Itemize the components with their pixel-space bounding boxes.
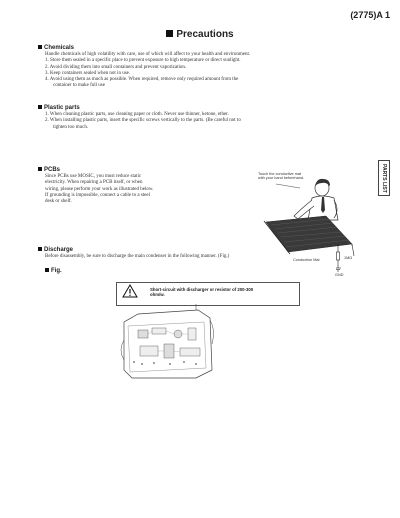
pcbs-heading-text: PCBs <box>44 167 61 173</box>
square-bullet-icon <box>38 247 42 251</box>
plastic-item-continued: tighten too much. <box>53 124 89 130</box>
plastic-body <box>45 112 375 131</box>
ground-label: GND <box>335 273 344 277</box>
resistor-label: 1MΩ <box>344 256 353 260</box>
fig-label <box>45 268 62 274</box>
square-bullet-icon <box>45 268 49 272</box>
title-bullet-icon <box>166 30 173 37</box>
plastic-item: 1. When cleaning plastic parts, use cleaning paper or cloth. Never use thinner, ketone, ether. <box>45 112 229 117</box>
square-bullet-icon <box>38 45 42 49</box>
chemicals-body <box>45 52 375 90</box>
chemicals-item-continued: container to make full use <box>53 83 105 89</box>
discharge-body: Before disassembly, be sure to discharge the main condenser in the following manner. (Fig.) <box>45 254 230 259</box>
chemicals-intro: Handle chemicals of high volatility with care, use of which will affect to your health and environment. <box>45 52 251 57</box>
discharge-heading-text: Discharge <box>44 247 74 253</box>
circuit-board-illustration <box>118 300 218 380</box>
pcbs-line: desk or shelf. <box>45 199 72 205</box>
page-title <box>0 29 400 40</box>
pcb-callout-line: with your hand beforehand. <box>258 176 305 180</box>
pcbs-line: If grounding is impossible, connect a cable to a steel <box>45 192 150 198</box>
warning-text <box>150 287 300 297</box>
pcb-callout-line: Touch the conductive mat <box>258 172 302 176</box>
pcbs-body <box>45 174 215 205</box>
page-number: (2775)A 1 <box>350 10 390 20</box>
discharge-heading <box>38 247 73 253</box>
mat-label: Conduction Mat <box>293 258 320 262</box>
fig-label-text: Fig. <box>51 268 62 274</box>
pcbs-line: Since PCBs use MOSIC, you must reduce static <box>45 174 142 179</box>
pcbs-heading <box>38 167 60 173</box>
chemicals-heading-text: Chemicals <box>44 45 75 51</box>
parts-list-tab-label: PARTS LIST <box>381 164 387 193</box>
square-bullet-icon <box>38 105 42 109</box>
plastic-item: 2. When installing plastic parts, insert the specific screws vertically to the parts. (Be careful not to <box>45 118 241 124</box>
pcbs-line: wiring, please perform your work as illustrated below. <box>45 186 154 192</box>
chemicals-heading <box>38 45 74 51</box>
chemicals-item: 1. Store them sealed in a specific place to prevent exposure to high temperature or direct sunlight. <box>45 58 241 64</box>
chemicals-item: 3. Keep containers sealed when not in use. <box>45 70 131 76</box>
plastic-heading <box>38 105 80 111</box>
pcbs-line: electricity. When repairing a PCB itself, or when <box>45 180 143 186</box>
parts-list-tab[interactable] <box>378 160 390 196</box>
page-title-text: Precautions <box>176 29 234 40</box>
warning-text-line: Short-circuit with discharger or resistor of 200-300 <box>150 287 254 292</box>
chemicals-item: 4. Avoid using them as much as possible. When required, remove only required amount from the <box>45 77 239 83</box>
chemicals-item: 2. Avoid dividing them into small containers and prevent vaporization. <box>45 64 187 70</box>
plastic-heading-text: Plastic parts <box>44 105 80 111</box>
square-bullet-icon <box>38 167 42 171</box>
warning-text-line: ohm/w. <box>150 292 165 297</box>
warning-triangle-icon <box>122 284 138 298</box>
